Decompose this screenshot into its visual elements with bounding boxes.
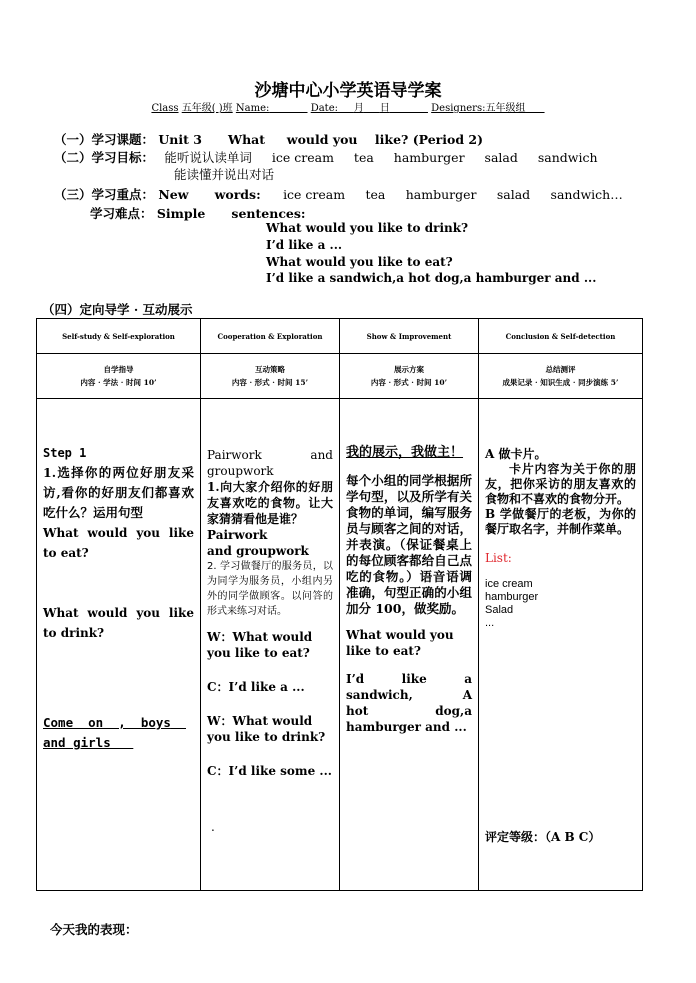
subheader-cell: 总结测评 成果记录 · 知识生成 · 同步演练 5’ bbox=[479, 354, 643, 399]
goal-word: salad bbox=[484, 150, 518, 165]
list-item: ice cream bbox=[485, 578, 533, 590]
goal-words bbox=[164, 150, 613, 165]
name-label: Name: bbox=[235, 103, 270, 114]
key-word: tea bbox=[365, 187, 386, 202]
list-label: List: bbox=[485, 551, 512, 565]
subheader-cell: 展示方案 内容 · 形式 · 时间 10’ bbox=[340, 354, 479, 399]
meta-line bbox=[0, 99, 696, 114]
key-word: sandwich… bbox=[550, 187, 623, 202]
key-prefix: New words: bbox=[158, 187, 261, 202]
header-cell: Cooperation & Exploration bbox=[201, 319, 340, 354]
subheader-row bbox=[37, 354, 643, 399]
grade-line: 评定等级：（A B C） bbox=[485, 830, 601, 844]
slogan: 我的展示，我做主！ bbox=[346, 445, 464, 460]
col-self-study bbox=[37, 399, 201, 891]
list-item: Salad bbox=[485, 604, 514, 616]
difficulty-row bbox=[90, 204, 306, 222]
goal-row bbox=[54, 148, 614, 166]
guide-table bbox=[36, 318, 643, 891]
class-label: Class bbox=[151, 103, 179, 114]
col-cooperation bbox=[201, 399, 340, 891]
subheader-cell: 互动策略 内容 · 形式 · 时间 15’ bbox=[201, 354, 340, 399]
goal-word: ice cream bbox=[271, 150, 334, 165]
task-text: 2. 学习做餐厅的服务员，以为同学为服务员，小组内另外的同学做顾客。以问答的形式来练习对话。 bbox=[207, 561, 333, 617]
list-item: ... bbox=[485, 617, 495, 629]
task-text: 1.向大家介绍你的好朋友喜欢吃的食物。让大家猜猜看他是谁？ bbox=[207, 480, 333, 526]
month-label: 月 bbox=[353, 103, 364, 114]
header-row bbox=[37, 319, 643, 354]
dialogue-line: W：What would you like to drink? bbox=[207, 714, 326, 744]
task-text: 每个小组的同学根据所学句型，以及所学有关食物的单词，编写服务员与顾客之间的对话，并表演。（保证餐桌上的每位顾客都给自己点吃的食物。）语音语调准确，句型正确的小组加分 100，做奖励。 bbox=[346, 473, 472, 616]
dot: . bbox=[211, 820, 215, 834]
dialogue-line: C：I’d like a ... bbox=[207, 680, 305, 694]
section4-label: （四）定向导学 · 互动展示 bbox=[42, 302, 193, 317]
goal-word: hamburger bbox=[393, 150, 465, 165]
sentence: I’d like a ... bbox=[266, 238, 343, 252]
key-word: salad bbox=[496, 187, 531, 202]
task-a-detail: 卡片内容为关于你的朋友，把你采访的朋友喜欢的食物和不喜欢的食物分开。 bbox=[485, 462, 636, 506]
step-label: Step 1 bbox=[43, 446, 87, 460]
goal-prefix: 能听说认读单词 bbox=[164, 150, 252, 165]
content-row bbox=[37, 399, 643, 891]
key-words bbox=[283, 187, 639, 202]
col-conclusion bbox=[479, 399, 643, 891]
header-cell: Self-study & Self-exploration bbox=[37, 319, 201, 354]
sentence: What would you like to eat? bbox=[266, 255, 453, 269]
difficulty-value: Simple sentences: bbox=[156, 206, 306, 221]
goal-line2-text: 能读懂并说出对话 bbox=[174, 167, 275, 182]
goal-line2 bbox=[174, 165, 274, 183]
task-text: 1.选择你的两位好朋友采访,看你的好朋友们都喜欢吃什么？运用句型 bbox=[43, 465, 194, 520]
dialogue-line: C：I’d like some ... bbox=[207, 764, 332, 778]
pairwork-label: Pairwork and groupwork bbox=[207, 528, 310, 558]
topic-row bbox=[54, 130, 483, 148]
key-word: hamburger bbox=[405, 187, 477, 202]
goal-label: （二）学习目标： bbox=[54, 150, 155, 165]
designers-label: Designers: bbox=[431, 103, 486, 114]
topic-value: Unit 3 What would you like? (Period 2) bbox=[158, 132, 484, 147]
page-title: 沙塘中心小学英语导学案 bbox=[254, 81, 442, 101]
sentence: I’d like a sandwich,a hot dog,a hamburger and ... bbox=[266, 271, 597, 285]
day-label: 日 bbox=[379, 103, 390, 114]
header-cell: Conclusion & Self-detection bbox=[479, 319, 643, 354]
answer: I’d like a sandwich, A hot dog,a hamburger and ... bbox=[346, 672, 502, 734]
question: What would you like to eat? bbox=[346, 628, 454, 658]
question-drink: What would you like to drink? bbox=[43, 606, 194, 640]
designers-value: 五年级组 bbox=[485, 103, 526, 114]
task-b: B 学做餐厅的老板，为你的餐厅取名字，并制作菜单。 bbox=[485, 507, 636, 536]
goal-word: tea bbox=[353, 150, 374, 165]
date-label: Date: bbox=[310, 103, 338, 114]
dialogue-line: W：What would you like to eat? bbox=[207, 630, 313, 660]
question-eat: What would you like to eat? bbox=[43, 526, 194, 560]
list-item: hamburger bbox=[485, 591, 539, 603]
class-value: 五年级( )班 bbox=[181, 103, 233, 114]
goal-word: sandwich bbox=[537, 150, 598, 165]
sentence: What would you like to drink? bbox=[266, 221, 469, 235]
task-a: A 做卡片。 bbox=[485, 447, 547, 461]
come-on-text: Come on , boys and girls bbox=[43, 715, 186, 750]
pairwork-label: Pairwork and groupwork bbox=[207, 448, 337, 478]
performance-label: 今天我的表现： bbox=[50, 922, 138, 937]
header-cell: Show & Improvement bbox=[340, 319, 479, 354]
topic-label: （一）学习课题： bbox=[54, 132, 155, 147]
difficulty-label: 学习难点： bbox=[90, 206, 153, 221]
key-label: （三）学习重点： bbox=[54, 187, 155, 202]
subheader-cell: 自学指导 内容 · 学法 · 时间 10’ bbox=[37, 354, 201, 399]
key-word: ice cream bbox=[283, 187, 346, 202]
key-row bbox=[54, 185, 639, 203]
